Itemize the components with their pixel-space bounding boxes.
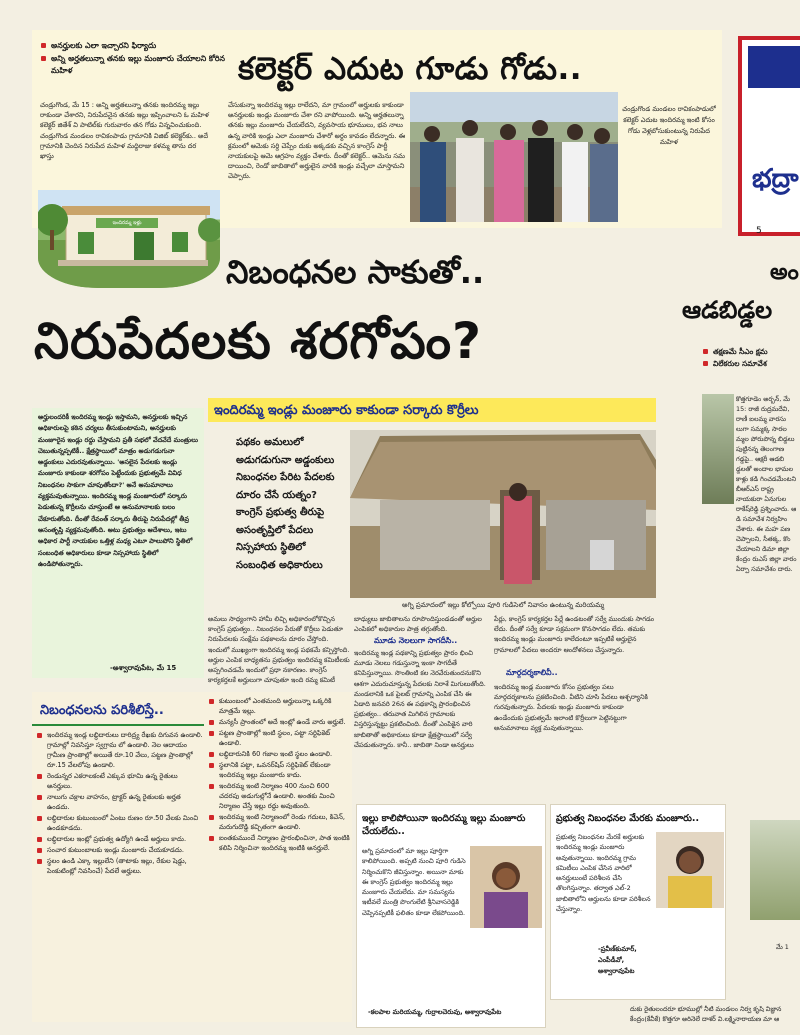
main-headline-2: నిరుపేదలకు శరగోపం?	[34, 312, 483, 370]
main-col-3: పేర్లు, కాంగ్రెస్ కార్యకర్తల పేర్లే ఉండటంతో సర్వే ముందుకు సాగడం లేదు. దీంతో సర్వే కూడా సక్రమంగా కొనసాగడం లేదు. తమకు ఇందిరమ్మ ఇండ్లు మంజూరు కాలేదంటూ ఇప్పటికే అర్హులైన గ్రామాలలో పేదలు అందరూ ఆందోళనలు చేస్తున్నారు.	[494, 615, 654, 654]
main-col-3-body: ఇందిరమ్మ ఇండ్ల మంజూరు కోసం ప్రభుత్వం పలు మార్గదర్శకాలను ప్రకటించింది. వీటిని చూసి పేదలు ఆశ్చర్యానికి గురవుతున్నారు. పేదలకు ఇండ్లు మంజూరు కాకుండా ఉండేందుకు ప్రభుత్వమే ఇలాంటి కొర్రీలుగా పెట్టినట్టుగా అనుమానాలు వ్యక్త మవుతున్నాయి.	[494, 683, 648, 732]
collector-photo-caption: చండ్రుగొండ మండలం రావికంపాడులో కలెక్టర్ ఎదుట ఇందిరమ్మ ఇంటి కోసం గోడు వెళ్లబోసుకుంటున్న నిరుపేద మహిళ	[622, 105, 716, 146]
house-sign: ఇందిరమ్మ ఇళ్లు	[112, 220, 142, 226]
rule-item: సంచార కుటుంబాలకు ఇండ్లు మంజూరు చేయకూడదు.	[36, 845, 204, 855]
rule-item: స్థలం ఉండి ఎక్కా ఇల్లులేని (తాటాకు ఇల్లు, రేకుల షెడ్డు, పెంకుటింట్లో నివసించే) పేదలే అర్హులు.	[36, 856, 204, 876]
main-headline-1: నిబంధనల సాకుతో..	[226, 253, 485, 291]
rules-list-left	[36, 730, 204, 1020]
rule-item: నాలుగు చక్రాల వాహనం, ట్రాక్టర్ ఉన్న రైతులకు అర్హత ఉండదు.	[36, 792, 204, 812]
house-photo	[38, 190, 220, 288]
rules-heading: నిబంధనలను పరిశీలిస్తే..	[40, 703, 164, 718]
pullquote: పథకం అమలులో అడుగడుగునా అడ్డంకులు నిబంధనల పేరిట పేదలకు దూరం చేసే యత్నం? కాంగ్రెస్ ప్రభుత్వ తీరుపై అసంతృప్తిలో పేదలు నిస్సహాయ స్థితిలో సంబంధిత అధికారులు	[236, 437, 335, 571]
main-intro: అర్హులందరికీ ఇందిరమ్మ ఇండ్లు ఇస్తామని, అనర్హులకు ఇచ్చిన అధికారులపై కఠిన చర్యలు తీసుకుంటామని, అనర్హులకు మంజూరైన ఇండ్లు రద్దు చేస్తామని ప్రతీ సభలో వేదవేదే మంత్రులు చెబుతున్నప్పటికీ.. క్షేత్రస్థాయిలో మాత్రం అడుగడుగునా అడ్డంకులు ఎదురవుతున్నాయి. 'అసలైన పేదలకు ఇండ్లు మంజూరు కాకుండా శరగోపం పెట్టేందుకు ప్రభుత్వమే వివిధ నిబంధనల సాకుగా చూపుతోందా?' అనే అనుమానాలు వ్యక్తమవుతున్నాయి. ఇందిరమ్మ ఇండ్ల మంజూరులో సర్కారు పెడుతున్న కొర్రీలను చూస్తుంటే ఆ అనుమానాలకు బలం చేకూరుతోంది. దీంతో రేవంత్ సర్కారు తీరుపై నిరుపేదల్లో తీవ్ర అసంతృప్తి వ్యక్తమవుతోంది. అటు ప్రభుత్వం ఆదేశాలు, ఇటు అధికార పార్టీ నాయకుల ఒత్తిళ్ల మధ్య ఎటూ పాలుపోని స్థితిలో సంబంధిత అధికారులు కూడా నిస్సహాయ స్థితిలో ఉండిపోతున్నారు.	[38, 413, 198, 568]
rule-item: ఇందిరమ్మ ఇంటి నిర్మాణం 400 నుంచి 600 చదరపు అడుగుల్లోనే ఉండాలి. అంతకు మించి నిర్మాణం చేస్తే ఇల్లు రద్దు అవుతుంది.	[208, 781, 350, 811]
quote-left-photo	[470, 846, 542, 928]
rule-item: పట్టణ ప్రాంతాల్లో ఇంటి స్థలం, పట్టా సర్టిఫికెట్ ఉండాలి.	[208, 728, 350, 748]
rule-item: స్థలానికి పట్టా, ఒవనర్‌షిప్ సర్టిఫికెట్ లేకుండా ఇందిరమ్మ ఇల్లు మంజూరు కాదు.	[208, 760, 350, 780]
top-story-bullets	[40, 40, 240, 78]
main-dateline: -అశ్వారావుపేట, మే 15	[110, 664, 177, 672]
quote-right-heading: ప్రభుత్వ నిబంధనల మేరకు మంజూరు..	[556, 813, 700, 824]
rule-item: ఇందిరమ్మ ఇంటి నిర్మాణంలో రెండు గదులు, కిచెన్, మరుగుదొడ్డి కచ్చితంగా ఉండాలి.	[208, 812, 350, 832]
house-illustration-icon	[38, 190, 220, 288]
quote-right-byline: -ప్రవీణ్‌కుమార్, ఎంపీడీవో, అశ్వారావుపేట	[598, 945, 637, 975]
quote-right-body: ప్రభుత్వ నిబంధనల మేరకే అర్హులకు ఇందిరమ్మ ఇండ్లు మంజూరు అవుతున్నాయి. ఇందిరమ్మ గ్రామ కమిటీలు ఎంపిక చేసిన వారిలో అనర్హులుంటే పరిశీలన చేసి తొలగిస్తున్నాం. తర్వాత ఎల్-2 జాబితాలోని అర్హులను కూడా పరిశీలన చేస్తున్నాం.	[556, 833, 651, 914]
top-bullet-2: అన్ని అర్హతలున్నా తనకు ఇల్లు మంజూరు చేయాలని కోరిన మహిళ	[40, 53, 240, 77]
quote-left-heading: ఇల్లు కాలిపోయినా ఇందిరమ్మ ఇల్లు మంజూరు చేయలేదు..	[362, 813, 526, 837]
rule-item: లబ్ధిదారునికి 60 గజాల ఇంటి స్థలం ఉండాలి.	[208, 749, 350, 759]
right-bottom-photo	[750, 820, 800, 920]
right-bottom-date: మే 1	[776, 943, 789, 951]
thatched-hut-icon	[350, 430, 656, 598]
top-body-left: చండ్రుగొండ, మే 15 : అన్ని అర్హతలున్నా తనకు ఇందిరమ్మ ఇల్లు రాకుండా చేశారని, నిరుపేదనైన తనకు ఇల్లు ఇప్పించాలని ఓ మహిళ కలెక్టర్ జితేశ్ వి పాటిల్‌కు గురువారం తన గోడు విన్నవించుకుంది. చండ్రుగొండ మండలం రావికంపాడు గ్రామానికి విజిట్ కలెక్టర్‌కు.. అదే గ్రామానికి చెందిన నిరుపేద మహిళ మద్దిరాజు కళమ్మ తాను దర ఖాస్తు	[40, 101, 209, 161]
main-col-2: బాధ్యులు జాబితాలను రూపొందిస్తుండడంతో అర్హుల ఎంపికలో అధికారుల పాత్ర తగ్గుతోంది.	[354, 615, 482, 634]
rule-item: ఐంతకుముందే నిర్మాణం ప్రారంభించినా, పాత ఇంటికి కలిపి నిర్మించినా ఇందిరమ్మ ఇంటికి అనర్హులే.	[208, 833, 350, 853]
top-bullet-1: అనర్హులకు ఎలా ఇచ్చారని ఫిర్యాదు	[40, 40, 240, 52]
rule-item: రెండున్నర ఎకరాలకంటే ఎక్కువ భూమి ఉన్న రైతులు అనర్హులు.	[36, 771, 204, 791]
top-headline: కలెక్టర్ ఎదుట గూడు గోడు..	[238, 51, 583, 87]
right-body: కొత్తగూడెం అర్బన్, మే 15: రాజీ రుద్రమదేవి, రాణీ ఐలమ్మ వారసు లుగా సమ్మక్క సారల మ్మల పోరుపొన్న బిడ్డలు పుట్టినన్న తెలంగాణ గడ్డపై.. ఆక్షరీ ఆడబి డ్డలతో అందాల భామల కాళ్లు కడి గించడమేంటని బీఆర్‌ఎస్ రాష్ట్ర నాయకురా ఏనుగుల రాకేష్‌రెడ్డి ప్రశ్నించారు. ఆ డి సమావేశ నిర్వహిం చేశారు. ఈ మహ పణ చెప్పాలని, సీతక్క, కొం చేయాలని డిమా జిల్లా కేంద్రం రుఎస్ జిల్లా వారం ఏర్పా సమావేశం దారు.	[736, 395, 797, 573]
crowd-photo-icon	[410, 92, 618, 222]
quote-right-photo	[656, 832, 724, 908]
rule-item: కుటుంబంలో ఎంతమంది అర్హులున్నా ఒక్కరికి మాత్రమే ఇల్లు.	[208, 696, 350, 716]
right-bottom-text: దుకు రైతులందరూ భూముల్లో నీటి మండలం నిర్వ కృషి విజ్ఞాన కేంద్రం(కేవీకే) కొత్తగూ అరినెలే దాశర్ వి.లక్ష్మినారాయణ మా ఆ	[630, 1005, 782, 1023]
right-bullets	[702, 346, 800, 370]
main-col-1: అమలు సాధ్యంగాని హామీ లిచ్చి అధికారంలోకొచ్చిన కాంగ్రెస్ ప్రభుత్వం.. నిబంధనల పేరుతో కొర్రీలు పెడుతూ నిరుపేదలకు సంక్షేమ పథకాలను దూరం చేస్తోంది. ఇందులో ముఖ్యంగా ఇందిరమ్మ ఇండ్ల పథకమే కన్పిస్తోంది. అర్హుల ఎంపిక బాధ్యతను ప్రభుత్వం ఇందిరమ్మ కమిటీలకు అప్పగించడమే ఇందులో ప్రధా నకారణం. కాంగ్రెస్ కార్యకర్తలకే అర్హులుగా చూపుతూ ఇంది రమ్మ కమిటీ	[208, 615, 350, 685]
main-col-2-body: ఇందిరమ్మ ఇండ్ల పథకాన్ని ప్రభుత్వం ప్రారం భించి మూడు నెలలు గడుస్తున్నా ఇంకా సాగదీతే కనిపిస్తున్నాయి. సొంతింటి కల నెరవేరుతుందనుకొని ఆశగా ఎదురుచూస్తున్న పేదలకు నిరాశే మిగులుతోంది. మండలానికి ఒక పైలట్ గ్రామాన్ని ఎంపిక చేసి ఈ ఏడాది జనవరి 26న ఈ పథకాన్ని ప్రారంభించిన ప్రభుత్వం.. తరువాత మిగిలిన గ్రామాలకు విస్తరిస్తున్నట్టు ప్రకటించింది. దీంతో ఎంపికైన వారి జాబితాతో అధికారులు కూడా క్షేత్రస్థాయిలో సర్వే చేపడుతున్నారు. కానీ.. జాబితా నిండా అనర్హులు	[354, 649, 486, 749]
right-headline-2: ఆడబిడ్డల	[682, 296, 773, 324]
rules-list-mid	[208, 696, 350, 1020]
right-bullet-2: విలేకరుల సమావేశ	[702, 358, 800, 369]
right-masthead	[738, 36, 800, 236]
hut-photo	[350, 430, 656, 598]
collector-photo	[410, 92, 618, 222]
right-photo	[702, 394, 734, 504]
woman-portrait-icon	[470, 846, 542, 928]
masthead-title: భద్రా	[752, 164, 799, 194]
right-headline-1: అం	[770, 260, 799, 285]
right-bullet-1: తక్షణమే సీఎం క్షమ	[702, 346, 800, 357]
quote-left-body: అగ్ని ప్రమాదంలో మా ఇల్లు పూర్తిగా కాలిపోయింది. అప్పటి నుంచి పూరి గుడిసె నిర్మించుకొని జీవిస్తున్నాం. అయినా మాకు ఈ కాంగ్రెస్ ప్రభుత్వం ఇందిరమ్మ ఇల్లు మంజూరు చేయలేదు. మా సమస్యను ఇటీవలే మంత్రి పొంగులేటి శ్రీనివాసరెడ్డికి చెప్పినప్పటికీ ఫలితం కూడా లేకపోయింది.	[362, 847, 466, 917]
rule-item: ఇందిరమ్మ ఇండ్ల లబ్ధిదారులు దారిద్ర్య రేఖకు దిగువన ఉండాలి. గ్రామాల్లో నివసిస్తూ స్వగ్రామ లో ఉండాలి. నెల ఆదాయం గ్రామీణ ప్రాంతాల్లో అయితే రూ.10 వేలు, పట్టణ ప్రాంతాల్లో రూ.15 వేలలోపు ఉండాలి.	[36, 730, 204, 770]
main-subheadline: ఇందిరమ్మ ఇండ్లు మంజూరు కాకుండా సర్కారు కొర్రీలు	[214, 403, 479, 418]
officer-portrait-icon	[656, 832, 724, 908]
rule-item: లబ్ధిదారుల కుటుంబంలో ఏంటు రుణం రూ.50 వేలకు మించి ఉండకూడదు.	[36, 813, 204, 833]
rule-item: మన్యసీ ప్రాంతంలో అదే ఇంట్లో ఉండే వారు అర్హులే.	[208, 717, 350, 727]
quote-left-byline: -కలపాల మరియమ్మ, గుర్రాలచెరువు, అశ్వారావుపేట	[368, 1008, 502, 1016]
hut-photo-caption: అగ్ని ప్రమాదంలో ఇల్లు కోల్పోయి పూరి గుడిసెలో నివాసం ఉంటున్న మరియమ్మ	[402, 601, 604, 609]
masthead-number: 5	[756, 226, 762, 236]
rules-heading-underline	[32, 724, 204, 726]
rule-item: లబ్ధిదారుల ఇంట్లో ప్రభుత్వ ఉద్యోగి ఉండే అర్హులు కాదు.	[36, 834, 204, 844]
main-col-2-heading: మూడు నెలలుగా సాగదీసి..	[374, 636, 458, 645]
main-col-3-heading: మార్గదర్శకాలివీ..	[506, 668, 558, 677]
top-body-mid: చేసుకున్నా ఇందిరమ్మ ఇల్లు రాలేదని, మా గ్రామంలో అర్హులకు కాకుండా అనర్హులకు ఇండ్లు మంజూరు చేశా రని వాపోయింది. అన్ని అర్హతలున్నా తనకు ఇల్లు మంజూరు చేయలేదని, వ్యవసాయ భూములు, భవ నాలు ఉన్న వారికి ఇండ్లు ఎలా మంజూరు చేశారో అర్థం కావడం లేదన్నారు. ఈ క్రమంలో ఆమెకు సర్ది చెప్పేం దుకు అక్కడకు వచ్చిన కాంగ్రెస్ పార్టీ నాయకులపై ఆమె ఆగ్రహం వ్యక్తం చేశారు. దీంతో కలెక్టర్.. ఆమెను సమ దాయించి, రెండో జాబితాలో అర్హులైన వారికి ఇండ్లు వచ్చేలా చూస్తామని చెప్పారు.	[228, 101, 406, 181]
